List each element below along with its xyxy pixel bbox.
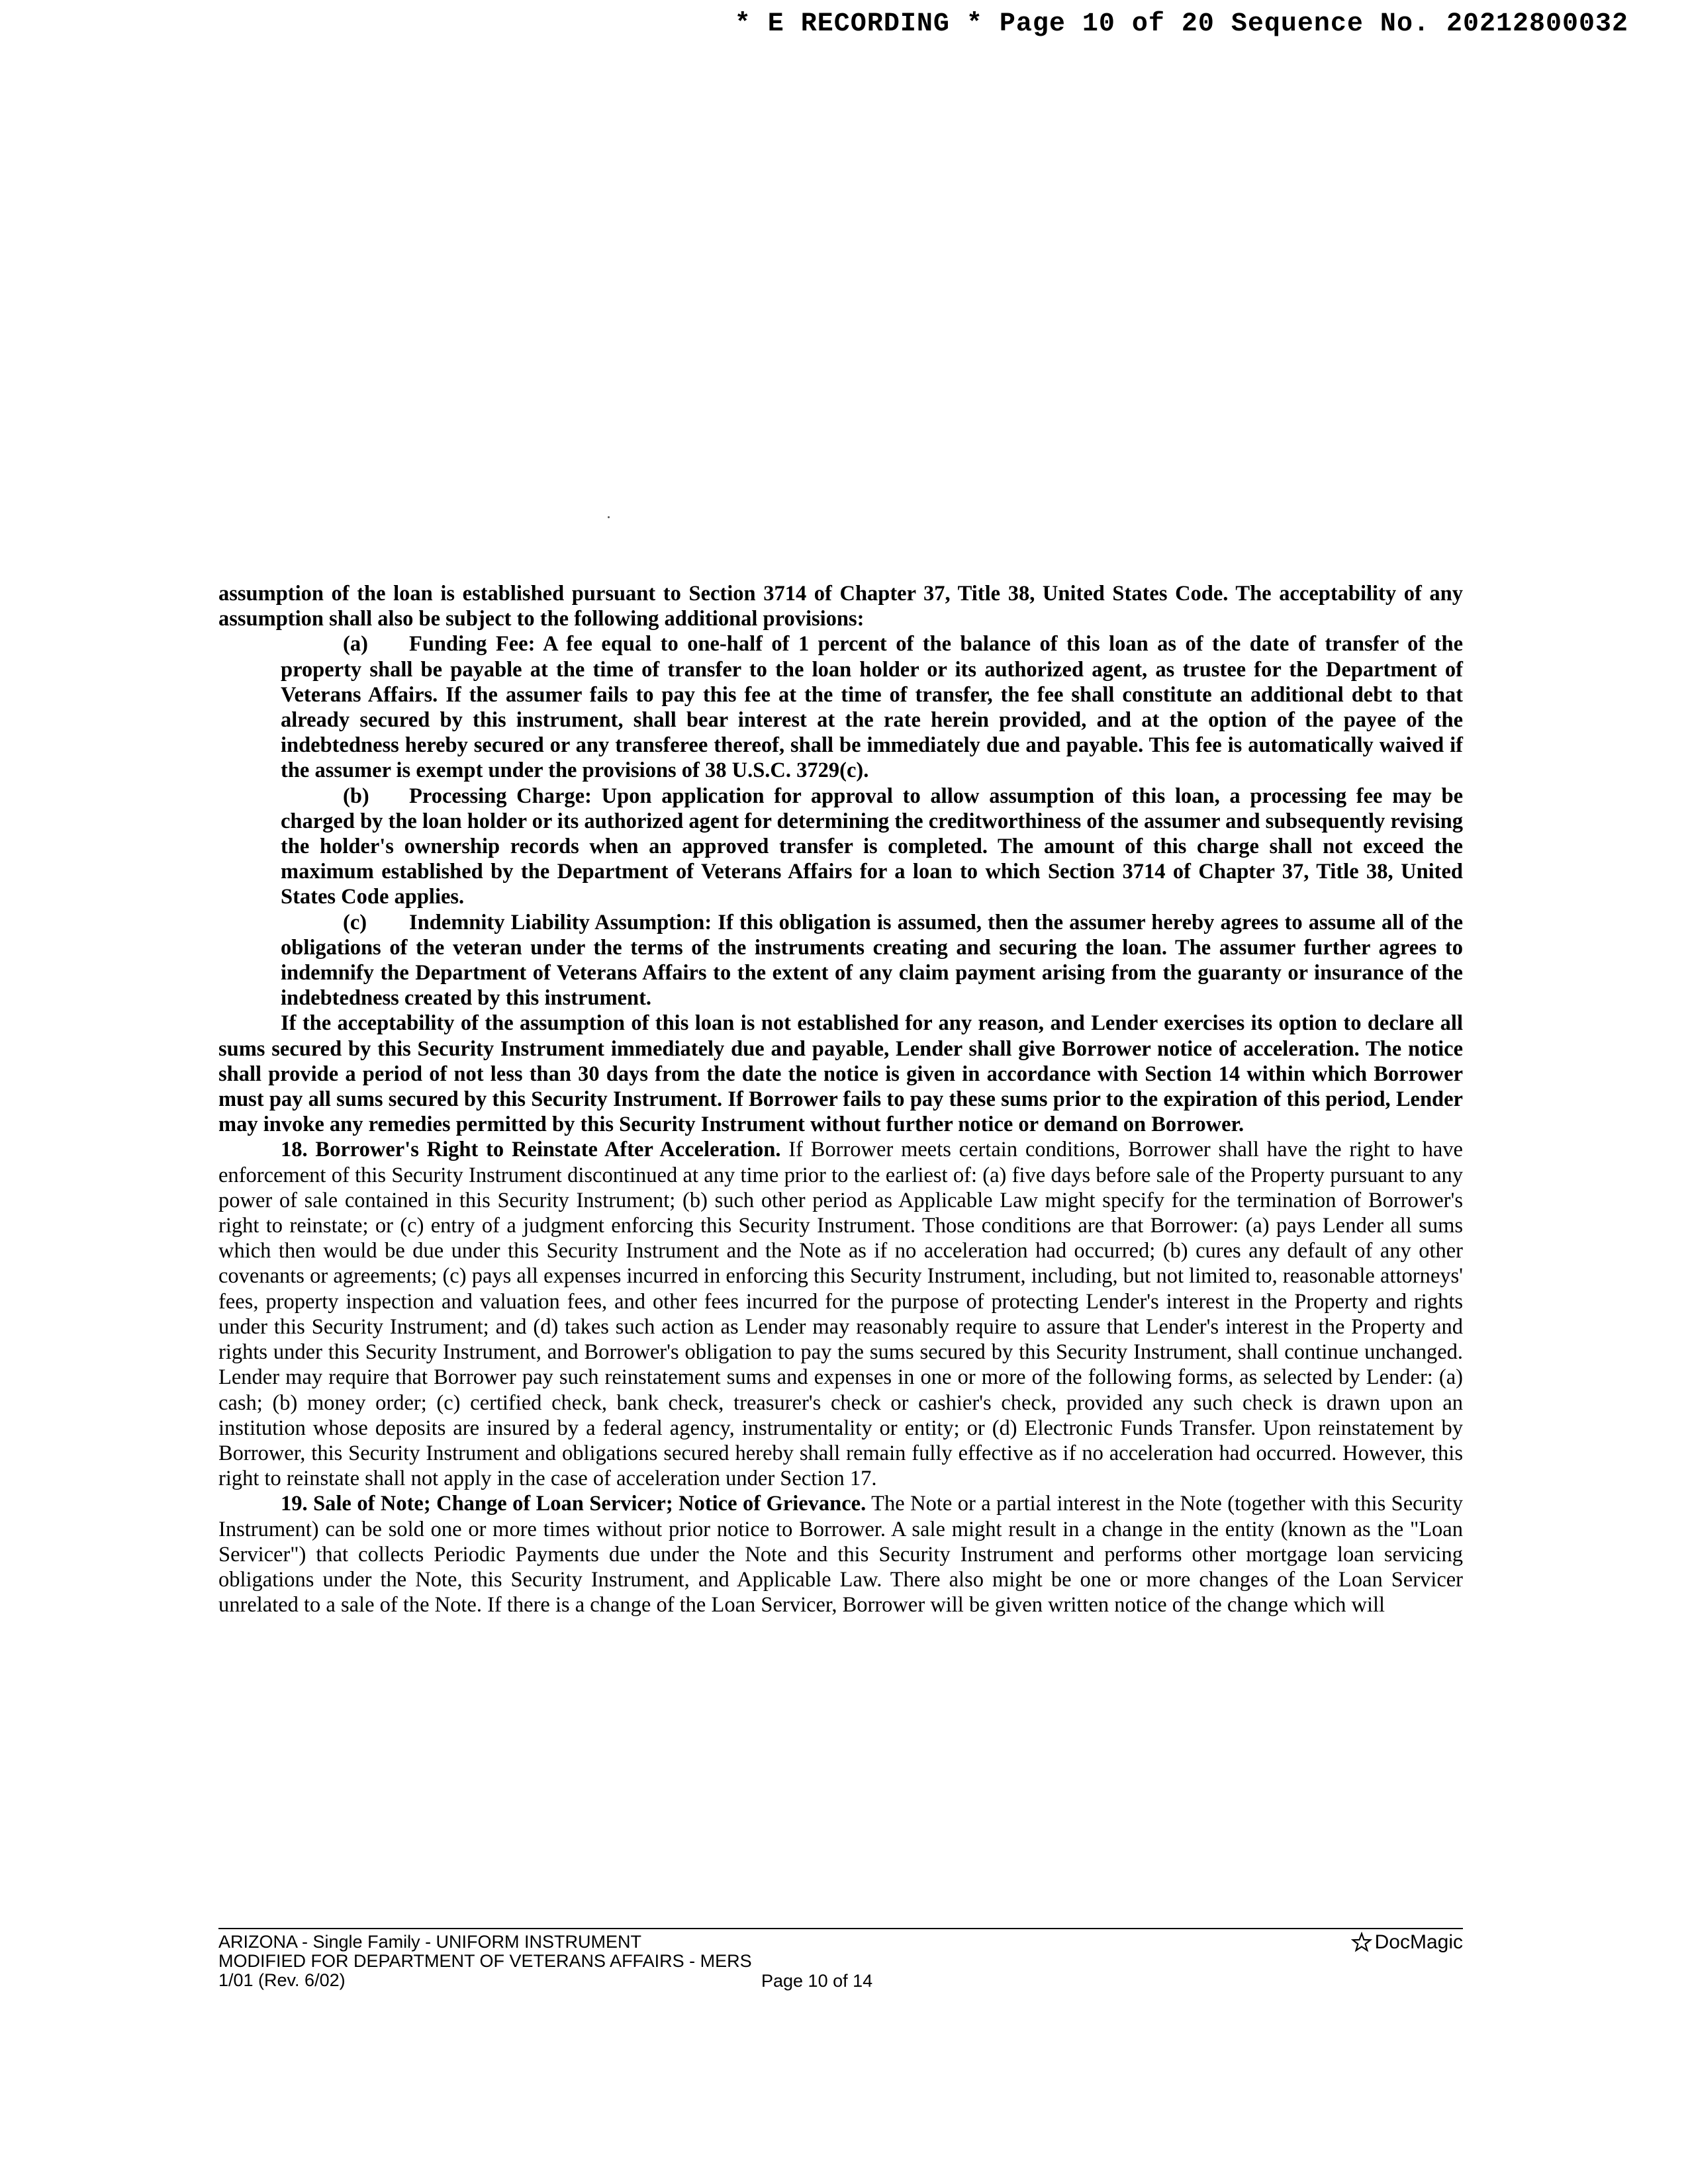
- provision-b: [281, 784, 1463, 910]
- section-18-text: If Borrower meets certain conditions, Borrower shall have the right to have enforcement of this Security Instrument discontinued at any time prior to the earliest of: (a) five days before sale of the Property pursuant to any power of sale contained in this Security Instrument; (b) such other period as Applicable Law might specify for the termination of Borrower's right to reinstate; or (c) entry of a judgment enforcing this Security Instrument. Those conditions are that Borrower: (a) pays Lender all sums which then would be due under this Security Instrument and the Note as if no acceleration had occurred; (b) cures any default of any other covenants or agreements; (c) pays all expenses incurred in enforcing this Security Instrument, including, but not limited to, reasonable attorneys' fees, property inspection and valuation fees, and other fees incurred for the purpose of protecting Lender's interest in the Property and rights under this Security Instrument; and (d) takes such action as Lender may reasonably require to assure that Lender's interest in the Property and rights under this Security Instrument, and Borrower's obligation to pay the sums secured by this Security Instrument, shall continue unchanged. Lender may require that Borrower pay such reinstatement sums and expenses in one or more of the following forms, as selected by Lender: (a) cash; (b) money order; (c) certified check, bank check, treasurer's check or cashier's check, provided any such check is drawn upon an institution whose deposits are insured by a federal agency, instrumentality or entity; or (d) Electronic Funds Transfer. Upon reinstatement by Borrower, this Security Instrument and obligations secured hereby shall remain fully effective as if no acceleration had occurred. However, this right to reinstate shall not apply in the case of acceleration under Section 17.: [218, 1138, 1463, 1491]
- provision-a-label: (a): [343, 632, 368, 657]
- star-outline-icon: [1351, 1932, 1372, 1953]
- provision-c: [281, 910, 1463, 1011]
- provision-a-text: Funding Fee: A fee equal to one-half of 1 percent of the balance of this loan as of the date of transfer of the property shall be payable at the time of transfer to the loan holder or its authorized agent, as trustee for the Department of Veterans Affairs. If the assumer fails to pay this fee at the time of transfer, the fee shall constitute an additional debt to that already secured by this instrument, shall bear interest at the rate herein provided, and at the option of the payee of the indebtedness hereby secured or any transferee thereof, shall be immediately due and payable. This fee is automatically waived if the assumer is exempt under the provisions of 38 U.S.C. 3729(c).: [281, 632, 1463, 783]
- provision-b-text: Processing Charge: Upon application for approval to allow assumption of this loan, a processing fee may be charged by the loan holder or its authorized agent for determining the creditworthiness of the assumer and subsequently revising the holder's ownership records when an approved transfer is completed. The amount of this charge shall not exceed the maximum established by the Department of Veterans Affairs for a loan to which Section 3714 of Chapter 37, Title 38, United States Code applies.: [281, 784, 1463, 909]
- footer-page-number: Page 10 of 14: [761, 1971, 873, 1991]
- footer-line-3: 1/01 (Rev. 6/02): [218, 1970, 346, 1990]
- provision-a: [281, 631, 1463, 783]
- footer-line-1: ARIZONA - Single Family - UNIFORM INSTRUMENT: [218, 1932, 642, 1952]
- docmagic-logo: [1351, 1931, 1463, 1954]
- recording-header: * E RECORDING * Page 10 of 20 Sequence No. 20212800032: [734, 9, 1628, 39]
- provision-c-text: Indemnity Liability Assumption: If this obligation is assumed, then the assumer hereby agrees to assume all of the obligations of the veteran under the terms of the instruments creating and securing the loan. The assumer further agrees to indemnify the Department of Veterans Affairs to the extent of any claim payment arising from the guaranty or insurance of the indebtedness created by this instrument.: [281, 910, 1463, 1011]
- footer-line-2: MODIFIED FOR DEPARTMENT OF VETERANS AFFAIRS - MERS: [218, 1951, 752, 1971]
- provision-b-label: (b): [343, 784, 369, 808]
- provision-c-label: (c): [343, 910, 367, 934]
- section-19-text: The Note or a partial interest in the Note (together with this Security Instrument) can be sold one or more times without prior notice to Borrower. A sale might result in a change in the entity (known as the "Loan Servicer") that collects Periodic Payments due under the Note and this Security Instrument and performs other mortgage loan servicing obligations under the Note, this Security Instrument, and Applicable Law. There also might be one or more changes of the Loan Servicer unrelated to a sale of the Note. If there is a change of the Loan Servicer, Borrower will be given written notice of the change which will: [218, 1492, 1463, 1617]
- stray-mark: [608, 516, 610, 518]
- footer-form-info: [218, 1933, 752, 1990]
- acceptability-paragraph: If the acceptability of the assumption of this loan is not established for any reason, and Lender exercises its option to declare all sums secured by this Security Instrument immediately due and payable, Lender shall give Borrower notice of acceleration. The notice shall provide a period of not less than 30 days from the date the notice is given in accordance with Section 14 within which Borrower must pay all sums secured by this Security Instrument. If Borrower fails to pay these sums prior to the expiration of this period, Lender may invoke any remedies permitted by this Security Instrument without further notice or demand on Borrower.: [218, 1011, 1463, 1137]
- logo-text: DocMagic: [1374, 1931, 1463, 1953]
- section-18-heading: 18. Borrower's Right to Reinstate After Acceleration.: [281, 1138, 781, 1162]
- document-body: [218, 581, 1463, 1617]
- footer-divider: [218, 1928, 1463, 1929]
- section-19: [218, 1491, 1463, 1617]
- intro-paragraph: assumption of the loan is established pursuant to Section 3714 of Chapter 37, Title 38, United States Code. The acceptability of any assumption shall also be subject to the following additional provisions:: [218, 582, 1463, 631]
- section-19-heading: 19. Sale of Note; Change of Loan Servicer; Notice of Grievance.: [281, 1492, 867, 1516]
- section-18: [218, 1137, 1463, 1491]
